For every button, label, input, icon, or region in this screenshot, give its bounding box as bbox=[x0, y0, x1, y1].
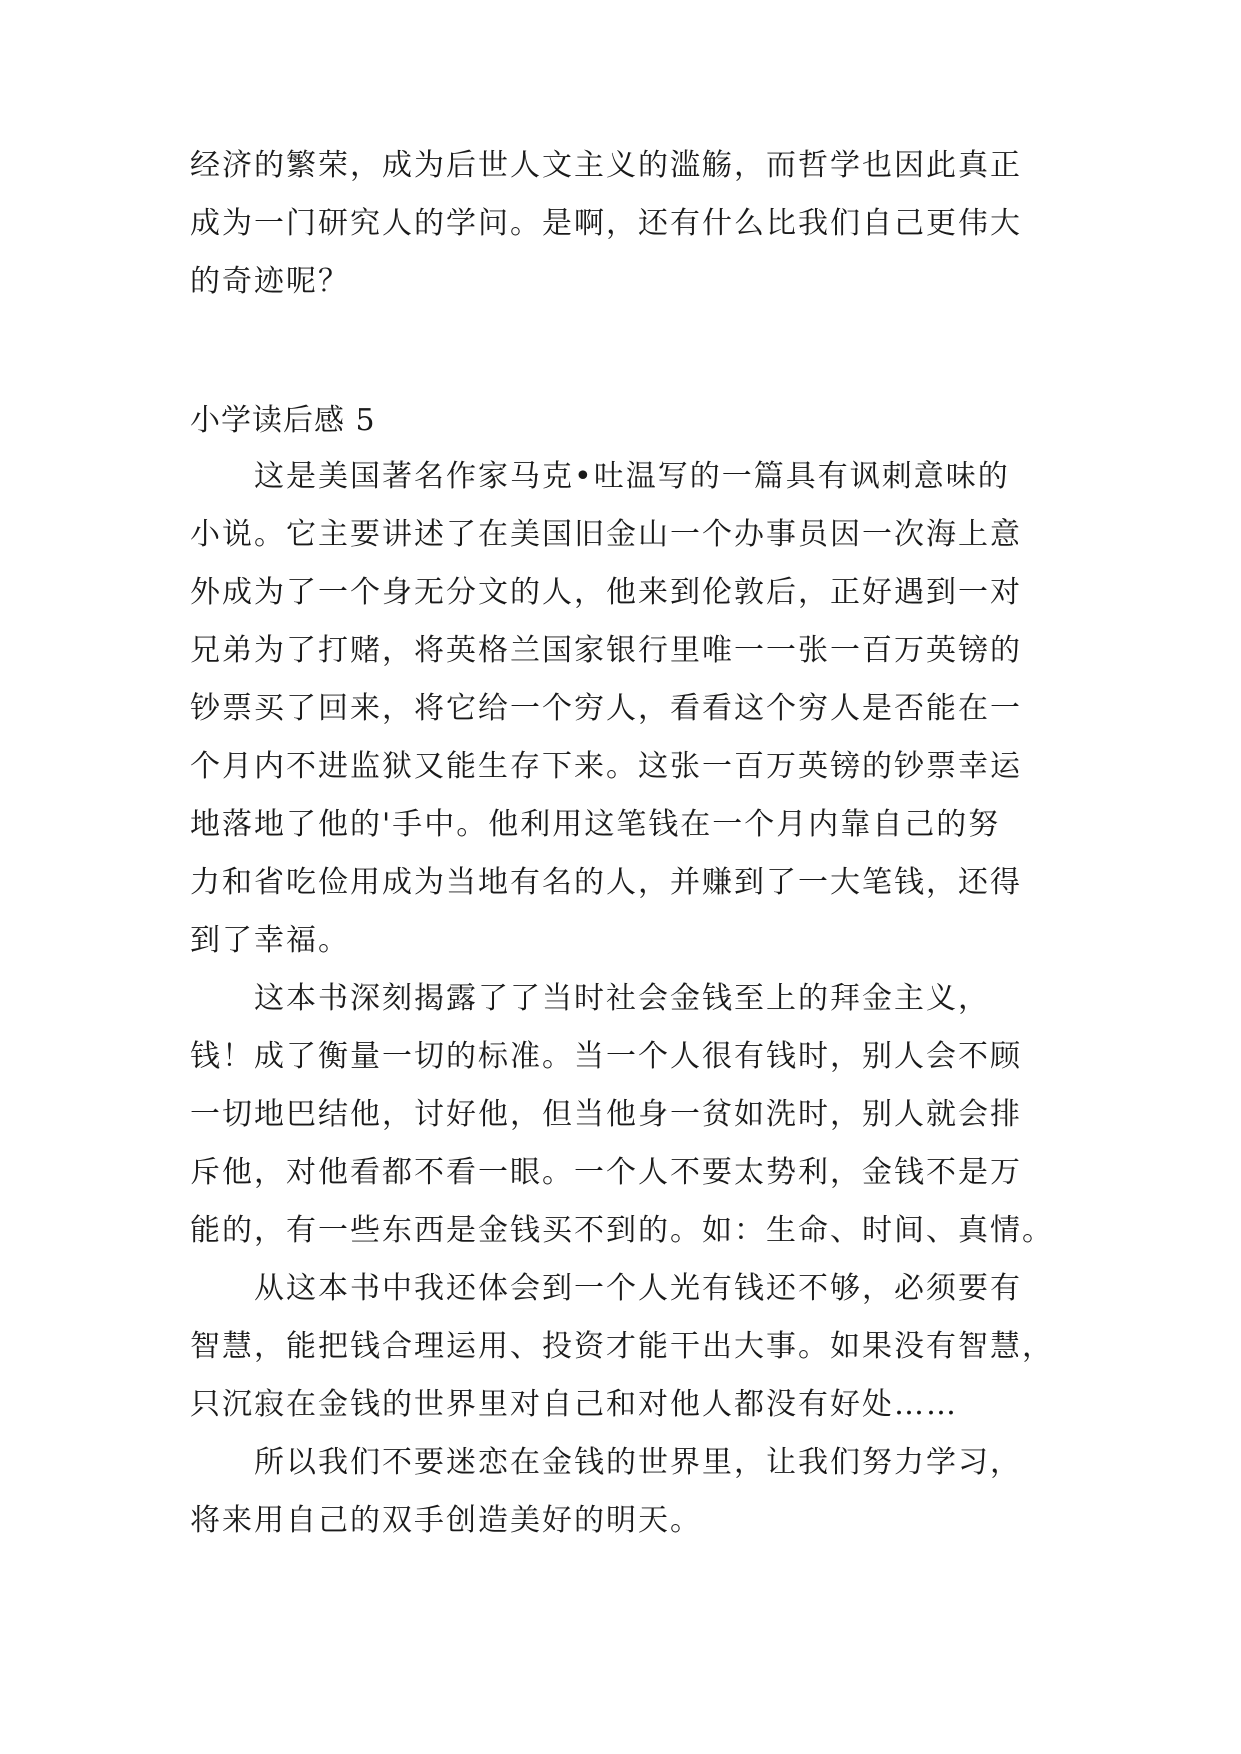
text-line: 的奇迹呢？ bbox=[190, 264, 350, 299]
text-line: 智慧，能把钱合理运用、投资才能干出大事。如果没有智慧， bbox=[190, 1329, 1054, 1364]
text-line: 斥他，对他看都不看一眼。一个人不要太势利，金钱不是万 bbox=[190, 1155, 1022, 1190]
text-line: 这本书深刻揭露了了当时社会金钱至上的拜金主义， bbox=[190, 981, 990, 1016]
text-line: 地落地了他的'手中。他利用这笔钱在一个月内靠自己的努 bbox=[190, 807, 1001, 842]
text-line: 钱！成了衡量一切的标准。当一个人很有钱时，别人会不顾 bbox=[190, 1039, 1022, 1074]
text-line: 只沉寂在金钱的世界里对自己和对他人都没有好处…… bbox=[190, 1387, 958, 1422]
text-line: 到了幸福。 bbox=[190, 923, 350, 958]
text-line: 这是美国著名作家马克•吐温写的一篇具有讽刺意味的 bbox=[190, 459, 1010, 494]
text-line: 小说。它主要讲述了在美国旧金山一个办事员因一次海上意 bbox=[190, 517, 1022, 552]
text-line: 将来用自己的双手创造美好的明天。 bbox=[190, 1503, 702, 1538]
text-line: 从这本书中我还体会到一个人光有钱还不够，必须要有 bbox=[190, 1271, 1022, 1306]
text-line: 外成为了一个身无分文的人，他来到伦敦后，正好遇到一对 bbox=[190, 575, 1022, 610]
text-line: 所以我们不要迷恋在金钱的世界里，让我们努力学习， bbox=[190, 1445, 1022, 1480]
section-title: 小学读后感 5 bbox=[190, 403, 376, 438]
text-line: 个月内不进监狱又能生存下来。这张一百万英镑的钞票幸运 bbox=[190, 749, 1022, 784]
body-text bbox=[190, 448, 1060, 1550]
text-line: 成为一门研究人的学问。是啊，还有什么比我们自己更伟大 bbox=[190, 206, 1022, 241]
text-line: 经济的繁荣，成为后世人文主义的滥觞，而哲学也因此真正 bbox=[190, 148, 1022, 183]
text-line: 能的，有一些东西是金钱买不到的。如：生命、时间、真情。 bbox=[190, 1213, 1054, 1248]
text-line: 一切地巴结他，讨好他，但当他身一贫如洗时，别人就会排 bbox=[190, 1097, 1022, 1132]
text-line: 力和省吃俭用成为当地有名的人，并赚到了一大笔钱，还得 bbox=[190, 865, 1022, 900]
text-line: 兄弟为了打赌，将英格兰国家银行里唯一一张一百万英镑的 bbox=[190, 633, 1022, 668]
text-line: 钞票买了回来，将它给一个穷人，看看这个穷人是否能在一 bbox=[190, 691, 1022, 726]
intro-paragraph bbox=[190, 137, 1060, 311]
